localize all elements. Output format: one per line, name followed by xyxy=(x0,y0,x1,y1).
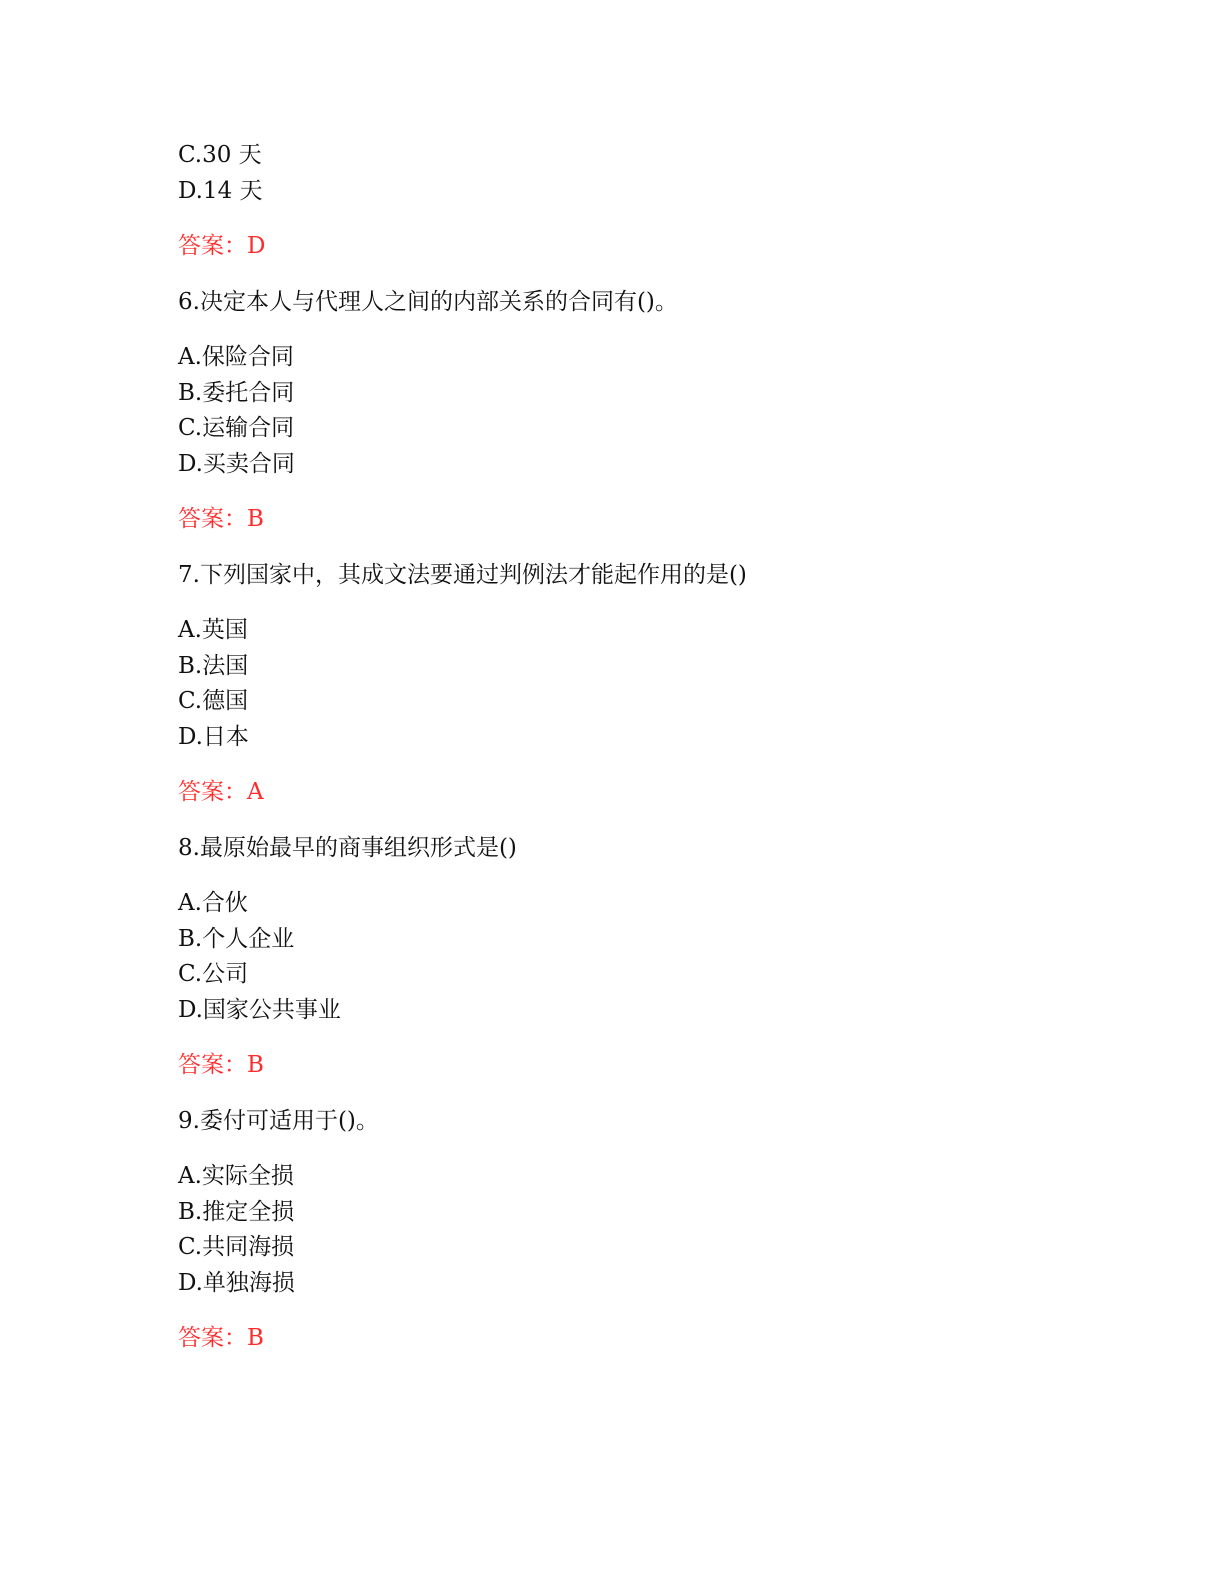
option-line: C.共同海损 xyxy=(178,1234,295,1260)
option-list xyxy=(178,613,1158,755)
question-text: 9.委付可适用于()。 xyxy=(178,1107,379,1134)
intro-options xyxy=(178,138,1158,209)
option-line: A.保险合同 xyxy=(178,344,294,370)
answer-line: 答案：B xyxy=(178,506,264,532)
option-list xyxy=(178,340,1158,482)
option-line: D.国家公共事业 xyxy=(178,996,341,1023)
option-line: A.合伙 xyxy=(178,890,248,916)
option-line: C.运输合同 xyxy=(178,415,295,441)
answer-line: 答案：A xyxy=(178,779,264,805)
option-line: A.实际全损 xyxy=(178,1163,294,1189)
option-line: D.单独海损 xyxy=(178,1269,295,1296)
option-line: B.推定全损 xyxy=(178,1198,295,1225)
option-line: B.个人企业 xyxy=(178,925,295,952)
answer-line: 答案：B xyxy=(178,1052,264,1078)
question-text: 6.决定本人与代理人之间的内部关系的合同有()。 xyxy=(178,288,678,315)
option-line: B.法国 xyxy=(178,652,249,679)
option-line: B.委托合同 xyxy=(178,379,295,406)
option-list xyxy=(178,1159,1158,1301)
answer-line: 答案：D xyxy=(178,233,266,259)
question-text: 7.下列国家中，其成文法要通过判例法才能起作用的是() xyxy=(178,561,747,588)
option-line: D.买卖合同 xyxy=(178,450,295,477)
question-text: 8.最原始最早的商事组织形式是() xyxy=(178,834,517,861)
document-page xyxy=(178,138,1158,1357)
question-block xyxy=(178,285,1158,538)
option-line: C.德国 xyxy=(178,688,249,714)
option-line: D.14 天 xyxy=(178,177,263,204)
option-list xyxy=(178,886,1158,1028)
option-line: C.30 天 xyxy=(178,142,262,168)
question-block xyxy=(178,1104,1158,1357)
option-line: A.英国 xyxy=(178,617,248,643)
option-line: C.公司 xyxy=(178,961,249,987)
answer-line: 答案：B xyxy=(178,1325,264,1351)
question-block xyxy=(178,831,1158,1084)
question-block xyxy=(178,558,1158,811)
option-line: D.日本 xyxy=(178,723,249,750)
